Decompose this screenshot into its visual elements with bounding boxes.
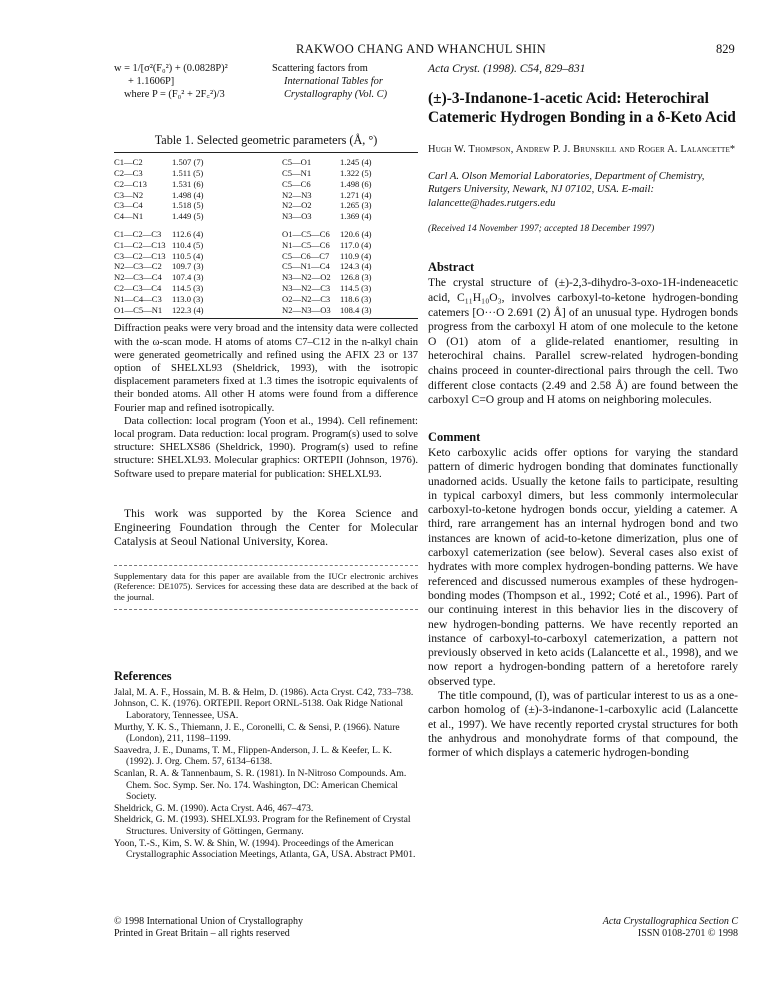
value-cell: 110.5 (4) [172,250,204,261]
refinement-details [114,62,418,106]
bond-angle-row [114,229,418,240]
table-gap [114,222,418,229]
journal-citation: Acta Cryst. (1998). C54, 829–831 [428,62,586,75]
value-cell: 118.6 (3) [340,293,372,304]
reference-item: Jalal, M. A. F., Hossain, M. B. & Helm, D. (1986). Acta Cryst. C42, 733–738. [114,686,414,698]
value-cell: 1.369 (4) [340,211,372,222]
scattering-line: International Tables for [284,76,383,87]
scattering-line: Scattering factors from [272,63,368,74]
atom-label-cell: C5—O1 [282,157,312,168]
atom-label-cell: C1—C2—C13 [114,239,166,250]
value-cell: 124.3 (4) [340,261,372,272]
atom-label-cell: C2—C3—C4 [114,282,162,293]
bond-angle-row [114,240,418,251]
right-column [428,62,738,761]
bond-angle-row [114,294,418,305]
value-cell: 114.5 (3) [340,282,372,293]
article-title: (±)-3-Indanone-1-acetic Acid: Heterochiral Catemeric Hydrogen Bonding in a δ-Keto Acid [428,90,736,126]
reference-item: Sheldrick, G. M. (1990). Acta Cryst. A46, 467–473. [114,802,314,814]
atom-label-cell: C1—C2—C3 [114,228,162,239]
atom-label-cell: N1—C4—C3 [114,293,162,304]
reference-item: Scanlan, R. A. & Tannenbaum, S. R. (1981). In N-Nitroso Compounds. Am. Chem. Soc. Symp. Ser. No. 174. Washington, DC: American Chemical Society. [114,767,407,803]
abstract-text: The crystal structure of (±)-2,3-dihydro-3-oxo-1H-indeneacetic acid, C₁₁H₁₀O₃, involves carboxyl-to-ketone hydrogen-bonding catemers [O···O 2.691 (2) Å] of an unusual type. Hydrogen bonds progress from the carboxyl H atom of one molecule to the ketone O (O1) atom of a glide-related enantiomer, resulting in heterochiral chains. Parallel screw-related hydrogen-bonding chains proceed in counter-directional pairs through the cell. Two different close contacts (2.49 and 2.58 Å) are found between the carboxyl C=O group and H atoms on neighboring molecules. [428,276,738,407]
bond-angles-block [114,229,418,315]
value-cell: 1.498 (6) [340,178,372,189]
running-head: RAKWOO CHANG AND WHANCHUL SHIN [296,42,546,56]
value-cell: 109.7 (3) [172,261,204,272]
atom-label-cell: C2—C3 [114,168,143,178]
atom-label-cell: N3—N2—C3 [282,282,331,293]
atom-label-cell: C1—C2 [114,157,143,168]
references-list [114,687,418,861]
bond-length-row [114,211,418,222]
weight-formula-line: w = 1/[σ²(F₀²) + (0.0828P)² [114,63,228,74]
reference-item: Murthy, Y. K. S., Thiemann, J. E., Coronelli, C. & Sensi, P. (1966). Nature (London), 211, 1198–1199. [114,721,400,745]
atom-label-cell: C5—N1 [282,168,312,178]
value-cell: 110.4 (5) [172,239,204,250]
value-cell: 1.498 (4) [172,189,204,200]
bond-length-row [114,200,418,211]
atom-label-cell: N3—O3 [282,211,312,222]
bond-angle-row [114,305,418,316]
value-cell: 1.518 (5) [172,200,204,211]
value-cell: 120.6 (4) [340,228,372,239]
value-cell: 107.4 (3) [172,272,204,283]
scattering-line: Crystallography (Vol. C) [284,89,388,100]
weight-formula-line: where P = (F₀² + 2F꜀²)/3 [124,89,225,100]
value-cell: 1.265 (3) [340,200,372,211]
atom-label-cell: C3—N2 [114,189,144,200]
copyright-line: © 1998 International Union of Crystallography [114,916,303,927]
value-cell: 117.0 (4) [340,239,372,250]
bond-length-row [114,168,418,179]
bond-length-row [114,190,418,201]
left-column [114,62,418,861]
references-heading: References [114,668,172,683]
atom-label-cell: C5—N1—C4 [282,261,330,272]
value-cell: 1.507 (7) [172,157,204,168]
atom-label-cell: O2—N2—C3 [282,293,331,304]
value-cell: 113.0 (3) [172,293,204,304]
value-cell: 126.8 (3) [340,272,372,283]
value-cell: 1.245 (4) [340,157,372,168]
value-cell: 112.6 (4) [172,228,204,239]
value-cell: 1.511 (5) [172,168,204,178]
atom-label-cell: C5—C6 [282,178,311,189]
weight-formula-line: + 1.1606P] [128,76,175,87]
atom-label-cell: C3—C2—C13 [114,250,166,261]
bond-angle-row [114,283,418,294]
comment-heading: Comment [428,429,481,444]
atom-label-cell: N3—N2—O2 [282,272,331,283]
abstract-heading: Abstract [428,260,475,275]
atom-label-cell: N2—C3—C4 [114,272,162,283]
bond-angle-row [114,272,418,283]
supplementary-note: Supplementary data for this paper are available from the IUCr electronic archives (Reference: DE1075). Services for accessing these data are described at the back of the journal. [114,565,418,610]
bond-angle-row [114,261,418,272]
value-cell: 1.531 (6) [172,178,204,189]
atom-label-cell: C5—C6—C7 [282,250,330,261]
atom-label-cell: C2—C13 [114,178,147,189]
scattering-factors [272,62,418,101]
refinement-paragraph: Diffraction peaks were very broad and the intensity data were collected with the ω-scan mode. H atoms of atoms C7–C12 in the n-alkyl chain were generated geometrically and refined using the AFIX 23 or 137 option of SHELXL93 (Sheldrick, 1993), with the isotropic displacement parameters fixed at 1.3 times the isotropic equivalents of their bonded atoms. All other H atoms were found from a difference Fourier map and refined isotropically. [114,323,418,414]
value-cell: 110.9 (4) [340,250,372,261]
journal-name: Acta Crystallographica Section C [602,916,738,927]
reference-item: Yoon, T.-S., Kim, S. W. & Shin, W. (1994). Proceedings of the American Crystallographic Association Meetings, Atlanta, GA, USA. Abstract PM01. [114,837,416,861]
geometric-parameters-table [114,157,418,315]
atom-label-cell: O1—C5—N1 [114,304,163,315]
value-cell: 1.449 (5) [172,211,204,222]
atom-label-cell: N2—O2 [282,200,312,211]
atom-label-cell: N2—N3 [282,189,312,200]
received-dates: (Received 14 November 1997; accepted 18 December 1997) [428,224,655,235]
affiliation: Carl A. Olson Memorial Laboratories, Department of Chemistry, Rutgers University, Newark, NJ 07102, USA. E-mail: lalancette@hades.rutgers.edu [428,170,705,209]
value-cell: 108.4 (3) [340,304,372,315]
atom-label-cell: N2—C3—C2 [114,261,162,272]
atom-label-cell: C3—C4 [114,200,143,211]
atom-label-cell: C4—N1 [114,211,144,222]
bond-angle-row [114,251,418,262]
author-list: Hugh W. Thompson, Andrew P. J. Brunskill and Roger A. Lalancette* [428,144,736,156]
bond-length-row [114,179,418,190]
copyright-line: Printed in Great Britain – all rights reserved [114,928,290,940]
programs-paragraph: Data collection: local program (Yoon et al., 1994). Cell refinement: local program. Data reduction: local program. Program(s) used to solve structure: SHELXS86 (Sheldrick, 1990). Program(s) used to refine structure: SHELXL93. Molecular graphics: ORTEPII (Johnson, 1976). Software used to prepare material for publication: SHELXL93. [114,415,418,480]
reference-item: Saavedra, J. E., Dunams, T. M., Flippen-Anderson, J. L. & Keefer, L. K. (1992). J. Org. Chem. 57, 6134–6138. [114,744,392,768]
value-cell: 1.271 (4) [340,189,372,200]
value-cell: 114.5 (3) [172,282,204,293]
table-caption: Table 1. Selected geometric parameters (Å, °) [154,133,378,147]
value-cell: 122.3 (4) [172,304,204,315]
atom-label-cell: N2—N3—O3 [282,304,331,315]
reference-item: Sheldrick, G. M. (1993). SHELXL93. Program for the Refinement of Crystal Structures. University of Göttingen, Germany. [114,814,411,837]
value-cell: 1.322 (5) [340,168,372,178]
comment-paragraph: Keto carboxylic acids offer options for varying the standard pattern of dimeric hydrogen bonding that dominates functionally unadorned acids. Usually the ketone fails to participate, resulting in typical carboxyl dimers, but less commonly intermolecular carboxyl-to-ketone hydrogen bonds occur, yielding a catemer. A third, rare arrangement has an internal hydrogen bond and two instances are known of acid-to-ketone dimerization, plus one of carboxyl catemerization (see below). Several cases also exist of hydrates with more complex hydrogen-bonding patterns. We have referenced and discussed numerous examples of these hydrogen-bonding modes (Thompson et al., 1992; Coté et al., 1996). Part of our continuing interest in this behavior lies in the discovery of new hydrogen-bonding patterns. We have recently reported an instance of carboxyl-to-carboxyl catemerization, a pattern not previously observed in keto acids (Lalancette et al., 1998), and we now report a hydrogen-bonding pattern of a heretofore rarely observed type. [428,445,738,688]
page-number: 829 [716,42,735,56]
bond-length-row [114,157,418,168]
copyright-notice [114,916,424,941]
reference-item: Johnson, C. K. (1976). ORTEPII. Report ORNL-5138. Oak Ridge National Laboratory, Tennessee, USA. [114,698,404,721]
bond-lengths-block [114,157,418,222]
atom-label-cell: N1—C5—C6 [282,239,330,250]
weight-formula [114,62,264,101]
acknowledgement: This work was supported by the Korea Science and Engineering Foundation through the Center for Molecular Catalysis at Seoul National University, Korea. [114,506,418,548]
atom-label-cell: O1—C5—C6 [282,228,330,239]
issn-line: ISSN 0108-2701 © 1998 [637,928,738,940]
comment-paragraph: The title compound, (I), was of particular interest to us as a one-carbon homolog of (±)-3-indanone-1-carboxylic acid (Lalancette et al., 1997). We have recently reported crystal structures for both the anhydrous and monohydrate forms of that compound, the former of which displays a catemeric hydrogen-bonding [428,689,738,760]
journal-footer [540,916,738,941]
